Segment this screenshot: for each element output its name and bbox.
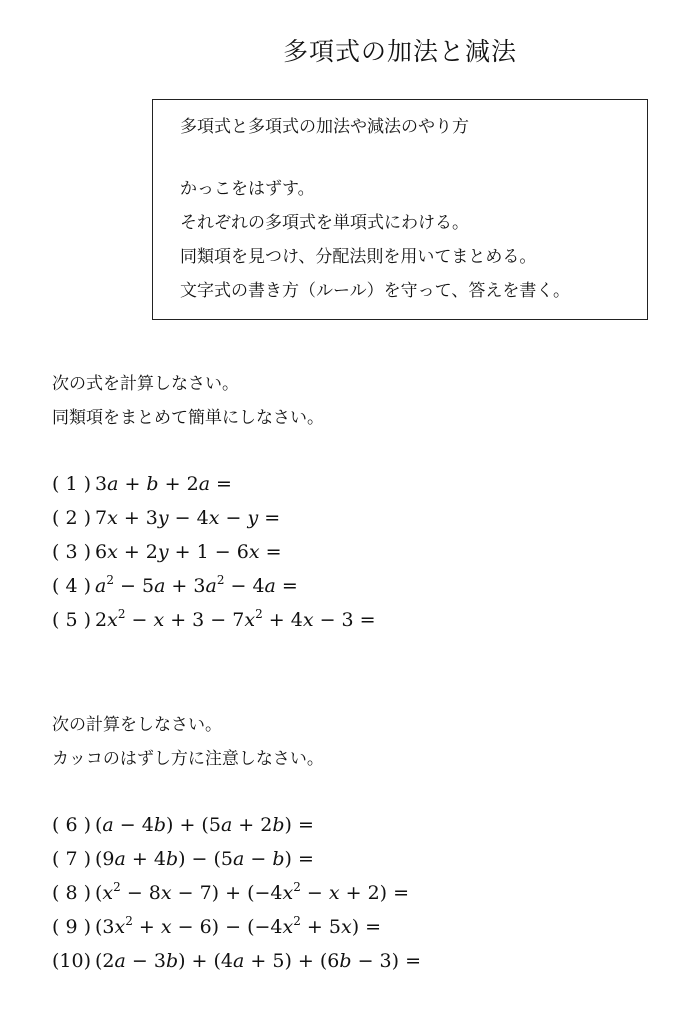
instruction: 同類項をまとめて簡単にしなさい。: [52, 408, 324, 428]
method-step: かっこをはずす。: [180, 179, 315, 199]
problem-expression: (a − 4b) + (5a + 2b) =: [95, 814, 314, 836]
problem-expression: $a^2 - 5a + 3a^2 - 4a$ =: [95, 573, 298, 597]
problem-expression: (2a − 3b) + (4a + 5) + (6b − 3) =: [95, 950, 421, 972]
problem-item: [52, 467, 376, 501]
problem-item: [52, 876, 421, 910]
problem-item: [52, 842, 421, 876]
problem-number: ( 3 ): [52, 541, 91, 563]
method-step: それぞれの多項式を単項式にわける。: [180, 213, 469, 233]
problem-number: ( 8 ): [52, 882, 91, 904]
problem-item: [52, 501, 376, 535]
problem-number: ( 9 ): [52, 916, 91, 938]
method-step: 同類項を見つけ、分配法則を用いてまとめる。: [180, 247, 537, 267]
method-heading: 多項式と多項式の加法や減法のやり方: [180, 117, 469, 137]
section-2: [52, 708, 421, 978]
problem-item: [52, 910, 421, 944]
page-title: 多項式の加法と減法: [282, 37, 517, 66]
problem-item: [52, 569, 376, 603]
instruction: 次の計算をしなさい。: [52, 715, 222, 735]
problem-expression: $(3x^2 + x - 6) - (-4x^2 + 5x)$ =: [95, 914, 382, 938]
instruction: カッコのはずし方に注意しなさい。: [52, 749, 324, 769]
problem-number: (10): [52, 950, 92, 972]
method-box: [152, 99, 648, 320]
problem-expression: (9a + 4b) − (5a − b) =: [95, 848, 314, 870]
section-1: [52, 367, 376, 637]
problem-number: ( 6 ): [52, 814, 91, 836]
problem-item: [52, 944, 421, 978]
problem-item: [52, 808, 421, 842]
problem-number: ( 1 ): [52, 473, 91, 495]
problem-number: ( 2 ): [52, 507, 91, 529]
problem-expression: $(x^2 - 8x - 7) + (-4x^2 - x + 2)$ =: [95, 880, 410, 904]
method-step: 文字式の書き方（ルール）を守って、答えを書く。: [180, 281, 570, 301]
problem-number: ( 5 ): [52, 609, 91, 631]
problem-item: [52, 603, 376, 637]
problem-expression: $2x^2 - x + 3 - 7x^2 + 4x - 3$ =: [95, 607, 376, 631]
instruction: 次の式を計算しなさい。: [52, 374, 239, 394]
problem-expression: 3a + b + 2a =: [95, 473, 232, 495]
problem-number: ( 7 ): [52, 848, 91, 870]
problem-expression: 6x + 2y + 1 − 6x =: [95, 541, 282, 563]
problem-number: ( 4 ): [52, 575, 91, 597]
problem-item: [52, 535, 376, 569]
problem-expression: 7x + 3y − 4x − y =: [95, 507, 281, 529]
